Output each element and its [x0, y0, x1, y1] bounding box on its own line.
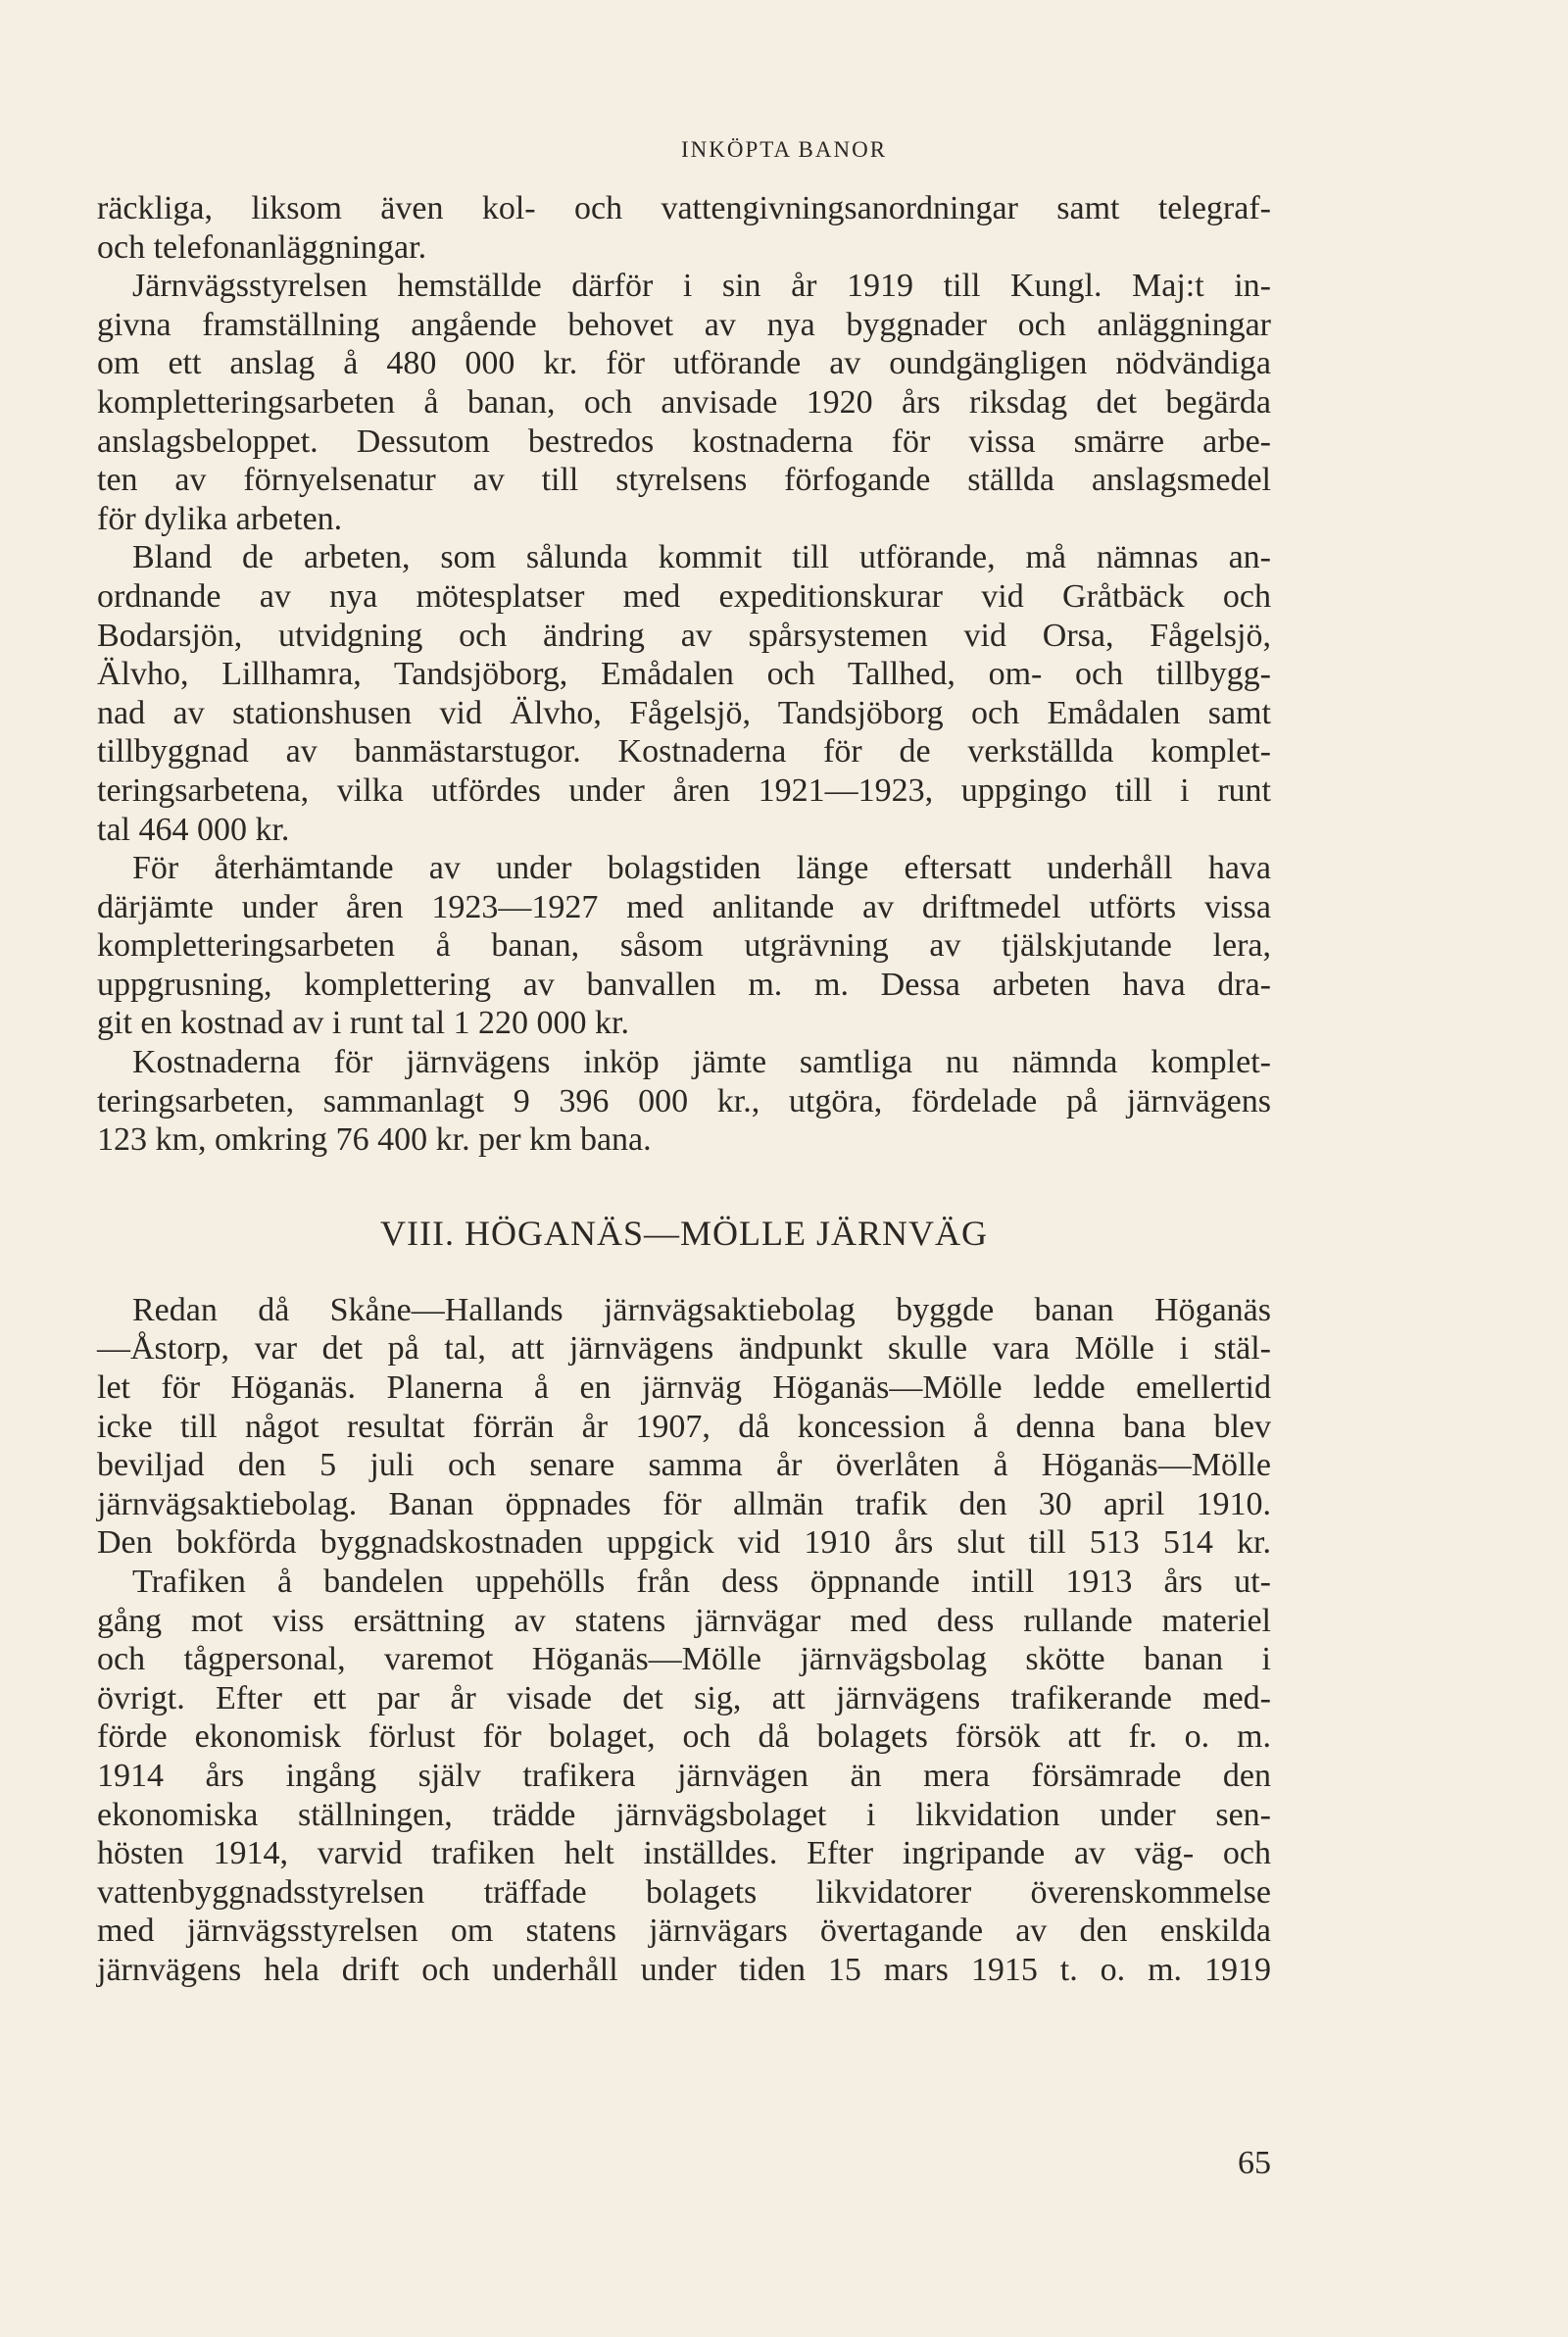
text-line: och telefonanläggningar. [97, 228, 427, 266]
text-line: om ett anslag å 480 000 kr. för utförande av oundgängligen nödvändiga [97, 345, 1271, 382]
text-line: ten av förnyelsenatur av till styrelsens förfogande ställda anslagsmedel [97, 462, 1271, 499]
text-line: räckliga, liksom även kol- och vattengivningsanordningar samt telegraf- [97, 190, 1271, 226]
text-line: 123 km, omkring 76 400 kr. per km bana. [97, 1121, 652, 1159]
text-line: Redan då Skåne—Hallands järnvägsaktiebolag byggde banan Höganäs [132, 1291, 1271, 1328]
section-inkopta-banor-text [97, 189, 1271, 1160]
text-line: Älvho, Lillhamra, Tandsjöborg, Emådalen och Tallhed, om- och tillbygg- [97, 656, 1271, 693]
text-line: Trafiken å bandelen uppehölls från dess öppnande intill 1913 års ut- [132, 1564, 1271, 1600]
text-line: tal 464 000 kr. [97, 811, 290, 848]
text-line: Den bokförda byggnadskostnaden uppgick vid 1910 års slut till 513 514 kr. [97, 1524, 1271, 1562]
text-line: uppgrusning, komplettering av banvallen m. m. Dessa arbeten hava dra- [97, 966, 1271, 1003]
text-line: Järnvägsstyrelsen hemställde därför i sin år 1919 till Kungl. Maj:t in- [132, 268, 1271, 305]
text-line: järnvägens hela drift och underhåll under tiden 15 mars 1915 t. o. m. 1919 [97, 1951, 1271, 1988]
running-head: INKÖPTA BANOR [680, 137, 888, 162]
text-line: övrigt. Efter ett par år visade det sig, att järnvägens trafikerande med- [97, 1679, 1271, 1716]
text-line: 1914 års ingång själv trafikera järnvägen än mera försämrade den [97, 1757, 1271, 1794]
text-line: git en kostnad av i runt tal 1 220 000 kr. [97, 1005, 629, 1042]
text-line: kompletteringsarbeten å banan, och anvisade 1920 års riksdag det begärda [97, 383, 1271, 421]
section-heading: VIII. HÖGANÄS—MÖLLE JÄRNVÄG [380, 1213, 988, 1253]
text-line: anslagsbeloppet. Dessutom bestredos kostnaderna för vissa smärre arbe- [97, 423, 1271, 460]
text-line: vattenbyggnadsstyrelsen träffade bolagets likvidatorer överenskommelse [97, 1873, 1271, 1911]
text-line: Kostnaderna för järnvägens inköp jämte samtliga nu nämnda komplet- [132, 1044, 1271, 1081]
text-line: icke till något resultat förrän år 1907, då koncession å denna bana blev [97, 1408, 1271, 1445]
text-line: med järnvägsstyrelsen om statens järnvägars övertagande av den enskilda [97, 1913, 1271, 1950]
section-hoganas-molle-text [97, 1291, 1271, 1990]
text-line: teringsarbetena, vilka utfördes under åren 1921—1923, uppgingo till i runt [97, 771, 1271, 809]
page-number: 65 [1238, 2145, 1271, 2181]
text-line: beviljad den 5 juli och senare samma år överlåten å Höganäs—Mölle [97, 1447, 1271, 1484]
text-line: Bland de arbeten, som sålunda kommit till utförande, må nämnas an- [132, 539, 1271, 576]
text-line: tillbyggnad av banmästarstugor. Kostnaderna för de verkställda komplet- [97, 733, 1271, 771]
text-line: kompletteringsarbeten å banan, såsom utgrävning av tjälskjutande lera, [97, 927, 1271, 965]
text-line: ekonomiska ställningen, trädde järnvägsbolaget i likvidation under sen- [97, 1796, 1271, 1833]
text-line: förde ekonomisk förlust för bolaget, och då bolagets försök att fr. o. m. [97, 1718, 1271, 1756]
text-line: let för Höganäs. Planerna å en järnväg Höganäs—Mölle ledde emellertid [97, 1369, 1271, 1407]
text-line: teringsarbeten, sammanlagt 9 396 000 kr., utgöra, fördelade på järnvägens [97, 1082, 1271, 1119]
text-line: järnvägsaktiebolag. Banan öppnades för allmän trafik den 30 april 1910. [97, 1485, 1271, 1522]
text-line: nad av stationshusen vid Älvho, Fågelsjö, Tandsjöborg och Emådalen samt [97, 694, 1271, 731]
text-line: givna framställning angående behovet av nya byggnader och anläggningar [97, 306, 1271, 343]
text-line: hösten 1914, varvid trafiken helt inställdes. Efter ingripande av väg- och [97, 1835, 1271, 1872]
text-line: för dylika arbeten. [97, 500, 343, 537]
text-line: —Åstorp, var det på tal, att järnvägens ändpunkt skulle vara Mölle i stäl- [97, 1330, 1271, 1367]
text-line: och tågpersonal, varemot Höganäs—Mölle järnvägsbolag skötte banan i [97, 1641, 1271, 1678]
text-line: ordnande av nya mötesplatser med expeditionskurar vid Gråtbäck och [97, 577, 1271, 615]
text-line: För återhämtande av under bolagstiden länge eftersatt underhåll hava [132, 850, 1271, 887]
text-line: Bodarsjön, utvidgning och ändring av spårsystemen vid Orsa, Fågelsjö, [97, 617, 1271, 654]
text-line: gång mot viss ersättning av statens järnvägar med dess rullande materiel [97, 1602, 1271, 1639]
text-line: därjämte under åren 1923—1927 med anlitande av driftmedel utförts vissa [97, 888, 1271, 925]
body-text [97, 189, 1271, 1990]
